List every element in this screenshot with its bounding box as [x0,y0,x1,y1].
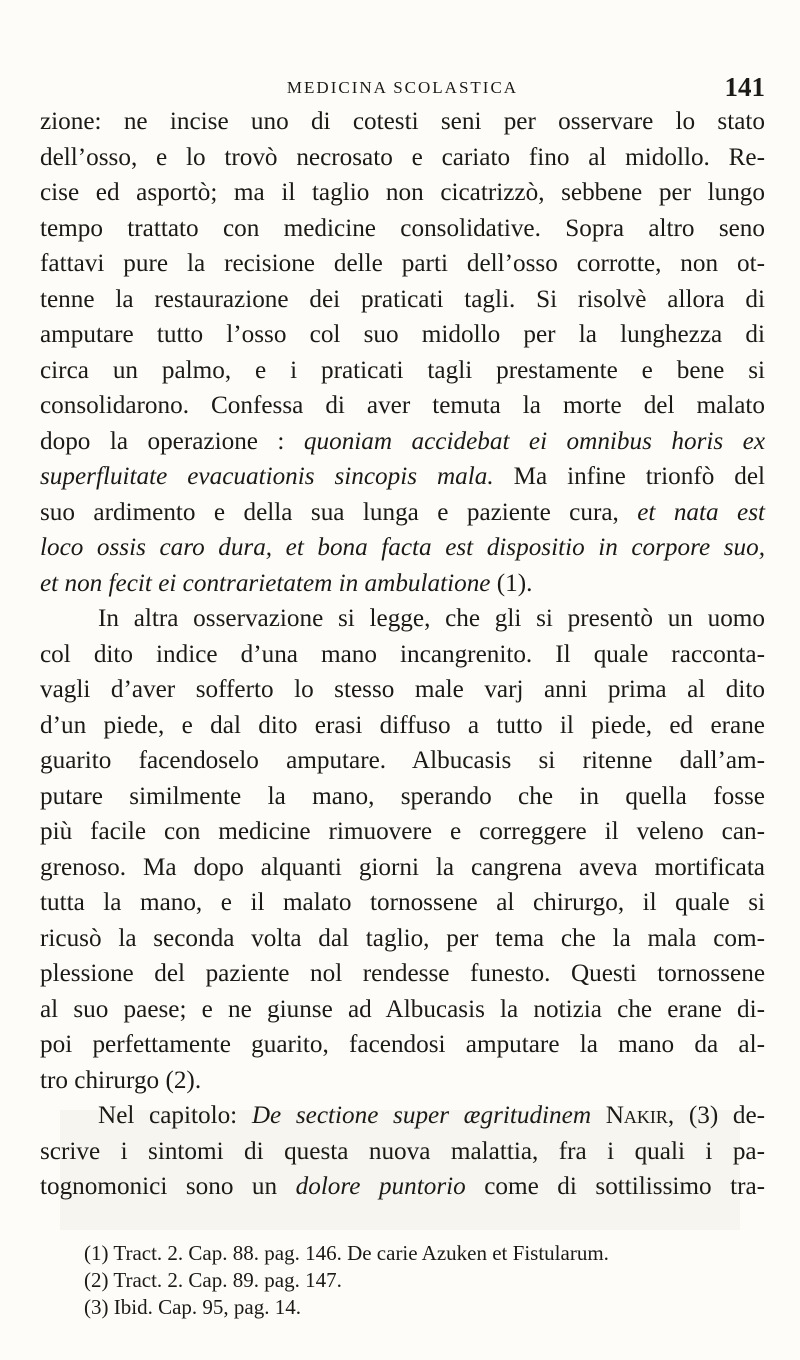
latin-quote: et nata est [637,498,766,526]
text-segment: dopo la operazione : [40,427,285,455]
text-segment: (3) de- [688,1102,766,1129]
body-text [40,104,765,1205]
text-line: tro chirurgo (2). [40,1066,202,1094]
text-line: In altra osservazione si legge, che gli si presentò un uomo [98,605,765,632]
text-line: plessione del paziente nol rendesse funesto. Questi tornossene [40,960,765,987]
text-segment: tognomonici sono un [40,1173,278,1200]
text-line: col dito indice d’una mano incangrenito. Il quale racconta- [40,640,765,668]
footnote-2: (2) Tract. 2. Cap. 89. pag. 147. [84,1268,342,1292]
term-nakir: Nakir, [605,1102,675,1129]
text-line [40,1098,765,1134]
text-line [40,1169,765,1205]
text-segment: suo ardimento e della sua lunga e paziente cura, [40,498,619,526]
text-line: grenoso. Ma dopo alquanti giorni la cangrena aveva mortificata [40,853,765,881]
text-line: amputare tutto l’osso col suo midollo per la lunghezza di [40,321,765,348]
latin-quote: et non fecit ei contrarietatem in ambulatione [40,569,491,597]
latin-quote: quoniam accidebat ei omnibus horis ex [303,427,765,455]
text-line [40,495,765,531]
footnote-3: (3) Ibid. Cap. 95, pag. 14. [84,1295,301,1319]
text-line: fattavi pure la recisione delle parti dell’osso corrotte, non ot- [40,250,765,277]
text-line: poi perfettamente guarito, facendosi amputare la mano da al- [40,1031,765,1058]
text-line: loco ossis caro dura, et bona facta est dispositio in corpore suo, [40,534,765,561]
text-line: d’un piede, e dal dito erasi diffuso a tutto il piede, ed erane [40,711,765,739]
text-line: più facile con medicine rimuovere e correggere il veleno can- [40,818,765,845]
text-line: tenne la restaurazione dei praticati tagli. Si risolvè allora di [40,285,765,313]
text-line: cise ed asportò; ma il taglio non cicatrizzò, sebbene per lungo [40,179,765,206]
text-line: dell’osso, e lo trovò necrosato e cariato fino al midollo. Re- [40,143,765,171]
text-line: tempo trattato con medicine consolidative. Sopra altro seno [40,214,765,242]
page-header [40,72,765,102]
text-line: scrive i sintomi di questa nuova malattia, fra i quali i pa- [40,1137,765,1165]
text-line: putare similmente la mano, sperando che in quella fosse [40,782,765,810]
text-line: tutta la mano, e il malato tornossene al chirurgo, il quale si [40,889,765,916]
text-segment: come di sottilissimo tra- [484,1173,766,1200]
text-segment: Ma infine trionfò del [513,463,765,490]
footnote-1: (1) Tract. 2. Cap. 88. pag. 146. De carie Azuken et Fistularum. [84,1241,609,1265]
text-line: al suo paese; e ne giunse ad Albucasis la notizia che erane di- [40,995,765,1023]
text-line: consolidarono. Confessa di aver temuta la morte del malato [40,392,765,419]
text-line [40,566,765,602]
page-number: 141 [724,72,765,102]
text-line: zione: ne incise uno di cotesti seni per osservare lo stato [40,108,765,135]
text-line: circa un palmo, e i praticati tagli prestamente e bene si [40,356,765,384]
running-head: MEDICINA SCOLASTICA [286,78,519,97]
text-line: vagli d’aver sofferto lo stesso male varj anni prima al dito [40,676,765,703]
text-line [40,424,765,460]
latin-quote: superfluitate evacuationis sincopis mala. [40,463,494,490]
text-line: guarito facendoselo amputare. Albucasis si ritenne dall’am- [40,747,765,774]
footnotes [84,1240,764,1321]
latin-quote: De sectione super ægritudinem [251,1102,592,1129]
text-line: ricusò la seconda volta dal taglio, per tema che la mala com- [40,924,765,952]
term-italic: dolore puntorio [295,1173,466,1200]
text-segment: Nel capitolo: [98,1102,238,1129]
footnote-ref: (1). [496,569,533,597]
text-line [40,459,765,495]
